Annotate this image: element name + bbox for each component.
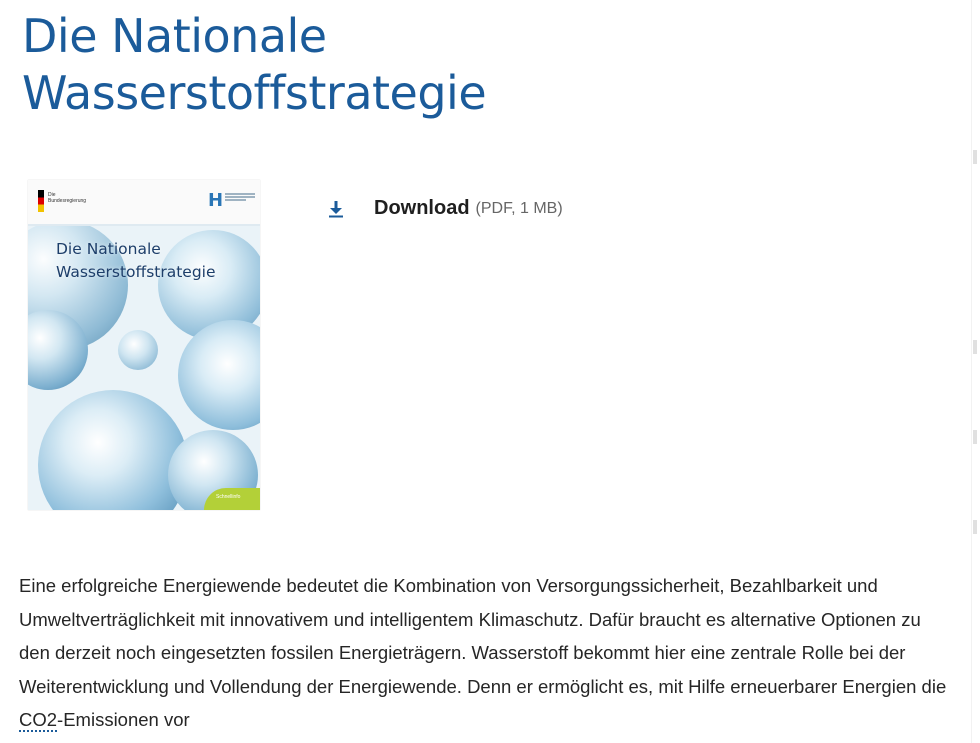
- right-rail-marker: [973, 520, 977, 534]
- cover-government-label: Die Bundesregierung: [48, 192, 87, 204]
- co2-abbreviation[interactable]: CO2: [19, 709, 58, 730]
- cover-title: [56, 238, 216, 284]
- download-label: Download: [374, 197, 470, 219]
- cover-divider: [28, 224, 260, 226]
- intro-paragraph: [19, 569, 954, 737]
- federal-eagle-icon: [38, 190, 44, 212]
- cover-badge: [204, 488, 260, 510]
- intro-text-before: Eine erfolgreiche Energiewende bedeutet die Kombination von Versorgungssicherheit, Bezahlbarkeit und Umweltverträglichkeit mit innovativem und intelligentem Klimaschutz. Dafür braucht es alternative Optionen zu den derzeit noch eingesetzten fossilen Energieträgern. Wasserstoff bekommt hier eine zentrale Rolle bei der Weiterentwicklung und Vollendung der Energiewende. Denn er ermöglicht es, mit Hilfe erneuerbarer Energien die: [19, 575, 947, 697]
- download-icon: [326, 199, 346, 219]
- page-title-line-1: Die Nationale: [22, 9, 327, 63]
- page-title-line-2: Wasserstoffstrategie: [22, 66, 487, 120]
- hydrogen-logo-icon: H: [208, 190, 224, 211]
- right-rail-marker: [973, 430, 977, 444]
- publication-cover-image[interactable]: [28, 180, 260, 510]
- cover-title-line-1: Die Nationale: [56, 240, 161, 258]
- intro-text-after: -Emissionen vor: [57, 709, 190, 730]
- cover-header: [28, 180, 260, 224]
- download-file-info: (PDF, 1 MB): [475, 199, 563, 217]
- page-title: [22, 8, 722, 122]
- right-rail-marker: [973, 340, 977, 354]
- right-rail-divider: [971, 0, 972, 743]
- cover-title-line-2: Wasserstoffstrategie: [56, 263, 216, 281]
- right-rail-marker: [973, 150, 977, 164]
- download-link[interactable]: [326, 197, 563, 220]
- hydrogen-logo-lines: [225, 192, 255, 202]
- cover-badge-label: Schnellinfo: [216, 494, 241, 500]
